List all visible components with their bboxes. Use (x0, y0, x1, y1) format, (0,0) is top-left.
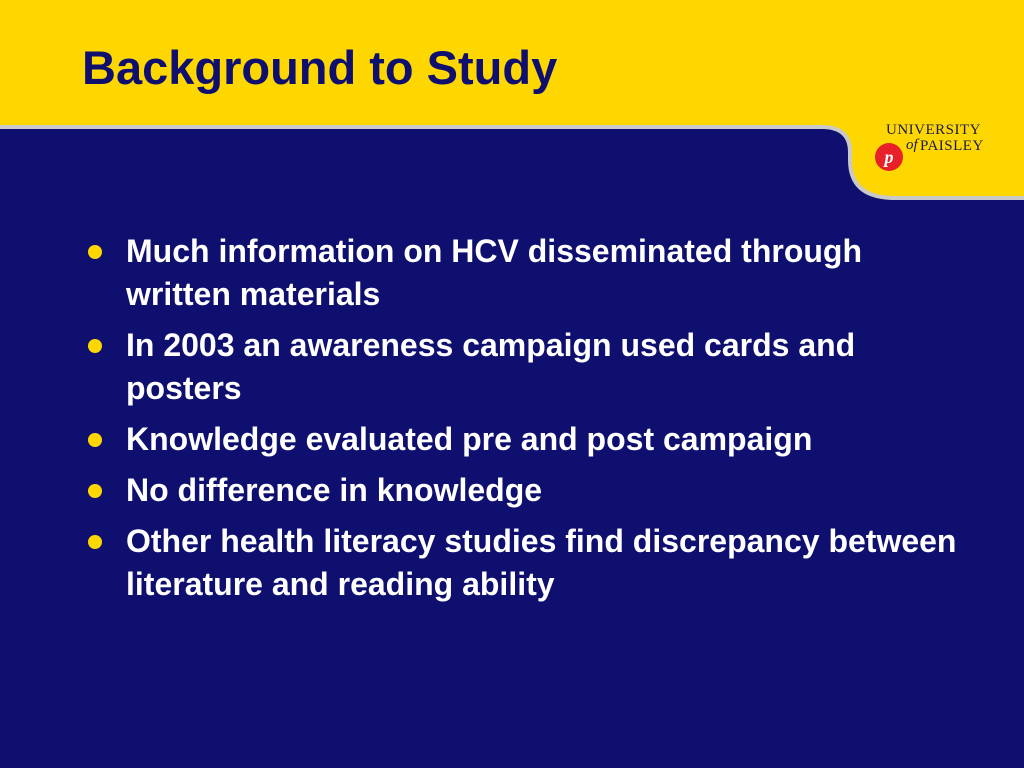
logo-mark-letter: p (884, 147, 894, 167)
university-logo (872, 120, 1002, 176)
bullet-item (88, 469, 968, 512)
bullet-list (88, 230, 968, 614)
bullet-text: In 2003 an awareness campaign used cards and posters (126, 327, 856, 406)
bullet-dot-icon (88, 245, 102, 259)
bullet-item (88, 230, 968, 316)
bullet-text: No difference in knowledge (126, 472, 543, 508)
logo-of-text: of (906, 137, 918, 153)
bullet-dot-icon (88, 339, 102, 353)
bullet-text: Knowledge evaluated pre and post campaign (126, 421, 813, 457)
bullet-dot-icon (88, 433, 102, 447)
logo-paisley-text: PAISLEY (920, 138, 984, 154)
header-band (0, 0, 1024, 198)
logo-university-text: UNIVERSITY (886, 122, 981, 138)
slide-title: Background to Study (82, 41, 558, 94)
bullet-text: Other health literacy studies find discrepancy between literature and reading ability (126, 523, 957, 602)
bullet-item (88, 324, 968, 410)
bullet-item (88, 418, 968, 461)
paisley-p-icon (874, 142, 904, 172)
bullet-dot-icon (88, 484, 102, 498)
bullet-dot-icon (88, 535, 102, 549)
bullet-text: Much information on HCV disseminated through written materials (126, 233, 862, 312)
bullet-item (88, 520, 968, 606)
